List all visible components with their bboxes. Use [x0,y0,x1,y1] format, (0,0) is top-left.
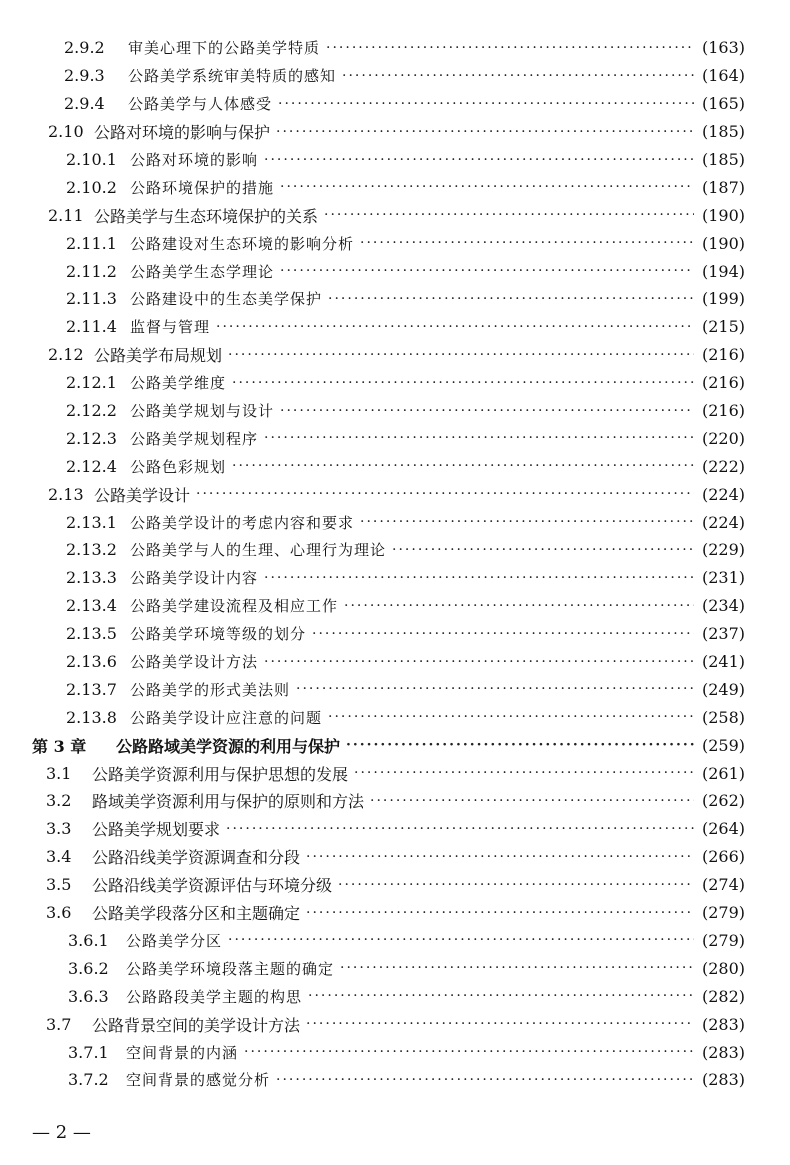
toc-entry-page: (261) [702,763,746,783]
dot-leader [276,124,694,140]
toc-entry-number: 2.10 [48,122,84,142]
toc-entry[interactable] [0,452,790,480]
toc-entry-title: 公路背景空间的美学设计方法 [92,1015,301,1035]
toc-entry[interactable] [0,313,790,341]
dot-leader [264,152,694,168]
dot-leader [312,626,694,642]
toc-entry[interactable] [0,1010,790,1038]
toc-entry-title: 公路美学设计内容 [130,569,259,588]
dot-leader [328,709,694,725]
toc-entry-page: (237) [702,624,746,644]
toc-entry-title: 审美心理下的公路美学特质 [128,39,321,58]
toc-entry-page: (279) [702,930,746,950]
dot-leader [216,319,694,335]
toc-entry[interactable] [0,564,790,592]
toc-entry[interactable] [0,34,790,62]
dot-leader [264,654,694,670]
toc-entry-number: 2.13 [48,484,84,504]
dot-leader [308,988,694,1004]
toc-entry-number: 2.11 [48,205,84,225]
toc-entry-page: (165) [702,94,746,114]
toc-entry[interactable] [0,759,790,787]
toc-entry-number: 2.13.7 [66,679,117,699]
toc-entry-title: 公路路域美学资源的利用与保护 [116,736,341,756]
toc-entry[interactable] [0,787,790,815]
toc-entry-title: 公路建设中的生态美学保护 [130,290,323,309]
dot-leader [306,905,694,921]
toc-entry-page: (234) [702,596,746,616]
toc-entry-number: 2.11.1 [66,233,117,253]
toc-entry-page: (222) [702,456,746,476]
toc-entry-number: 3.1 [46,763,72,783]
toc-entry-title: 公路美学建设流程及相应工作 [130,597,339,616]
toc-entry-number: 3.7.2 [68,1070,109,1090]
toc-entry-number: 3.6.1 [68,930,109,950]
dot-leader [196,486,694,502]
toc-entry-title: 公路环境保护的措施 [130,178,275,197]
toc-entry[interactable] [0,648,790,676]
toc-entry-number: 2.10.2 [66,177,117,197]
toc-entry-page: (283) [702,1042,746,1062]
toc-entry-number: 2.11.3 [66,289,117,309]
toc-entry-title: 公路美学资源利用与保护思想的发展 [92,764,349,784]
toc-entry-number: 2.12.2 [66,401,117,421]
toc-entry-number: 2.13.1 [66,512,117,532]
toc-entry-number: 3.5 [46,875,72,895]
toc-entry-title: 公路美学环境段落主题的确定 [126,959,335,978]
dot-leader [344,598,694,614]
toc-entry-page: (216) [702,373,746,393]
dot-leader [306,849,694,865]
toc-entry-page: (264) [702,819,746,839]
toc-entry-page: (163) [702,38,746,58]
toc-entry-page: (216) [702,345,746,365]
dot-leader [296,681,694,697]
toc-entry[interactable] [0,424,790,452]
toc-entry[interactable] [0,871,790,899]
dot-leader [306,1016,694,1032]
toc-entry-title: 公路美学与人体感受 [128,95,273,114]
toc-entry-number: 2.12.1 [66,373,117,393]
toc-entry-page: (194) [702,261,746,281]
toc-entry-page: (220) [702,428,746,448]
toc-entry[interactable] [0,341,790,369]
toc-entry-title: 公路对环境的影响与保护 [94,123,271,143]
toc-entry[interactable] [0,675,790,703]
toc-entry-number: 2.13.8 [66,707,117,727]
toc-entry-number: 3.6 [46,903,72,923]
dot-leader [280,179,694,195]
toc-entry[interactable] [0,536,790,564]
toc-entry-title: 公路美学环境等级的划分 [130,625,307,644]
toc-entry-title: 公路美学的形式美法则 [130,680,291,699]
table-of-contents [0,34,790,1094]
toc-entry[interactable] [0,146,790,174]
toc-entry-page: (283) [702,1014,746,1034]
toc-entry-number: 第 3 章 [32,736,87,756]
dot-leader [328,291,694,307]
toc-entry-number: 2.12.4 [66,456,117,476]
toc-entry-page: (262) [702,791,746,811]
dot-leader [232,375,694,391]
dot-leader [338,877,694,893]
dot-leader [276,1072,694,1088]
toc-entry[interactable] [0,815,790,843]
toc-entry-title: 公路美学规划要求 [92,820,221,840]
dot-leader [264,570,694,586]
toc-entry-title: 监督与管理 [130,318,211,337]
toc-entry-title: 公路美学生态学理论 [130,262,275,281]
toc-entry-page: (224) [702,512,746,532]
dot-leader [280,403,694,419]
toc-entry-page: (190) [702,205,746,225]
toc-entry-number: 2.12.3 [66,428,117,448]
toc-entry-number: 2.10.1 [66,150,117,169]
dot-leader [326,40,694,56]
toc-entry[interactable] [0,173,790,201]
toc-entry[interactable] [0,982,790,1010]
dot-leader [264,430,694,446]
toc-entry-page: (229) [702,540,746,560]
toc-entry-title: 公路美学段落分区和主题确定 [92,904,301,924]
toc-chapter-entry[interactable] [0,731,790,759]
toc-entry-page: (185) [702,122,746,142]
toc-entry[interactable] [0,508,790,536]
toc-entry-number: 2.13.3 [66,568,117,588]
toc-entry[interactable] [0,1038,790,1066]
toc-entry-page: (190) [702,233,746,253]
toc-entry-number: 3.6.3 [68,986,109,1006]
toc-entry[interactable] [0,843,790,871]
toc-entry-title: 公路美学系统审美特质的感知 [128,67,337,86]
toc-entry-page: (258) [702,707,746,727]
toc-entry[interactable] [0,285,790,313]
toc-entry-page: (199) [702,289,746,309]
toc-entry-title: 公路美学规划与设计 [130,402,275,421]
page-number: — 2 — [32,1122,91,1143]
toc-entry-page: (224) [702,484,746,504]
toc-entry[interactable] [0,954,790,982]
dot-leader [360,235,694,251]
dot-leader [360,514,694,530]
toc-entry-title: 路域美学资源利用与保护的原则和方法 [92,792,365,812]
toc-entry-page: (282) [702,986,746,1006]
toc-entry-number: 3.2 [46,791,72,811]
toc-entry[interactable] [0,229,790,257]
toc-entry[interactable] [0,1066,790,1094]
toc-entry-page: (280) [702,958,746,978]
toc-entry[interactable] [0,899,790,927]
toc-entry-number: 2.13.2 [66,540,117,560]
dot-leader [340,960,694,976]
toc-entry-number: 2.13.4 [66,596,117,616]
toc-entry[interactable] [0,201,790,229]
toc-entry[interactable] [0,620,790,648]
dot-leader [278,96,694,112]
toc-entry-title: 公路美学设计应注意的问题 [130,708,323,727]
toc-entry-title: 公路美学设计 [94,485,191,505]
toc-entry-number: 2.9.4 [64,94,105,114]
toc-entry-title: 公路路段美学主题的构思 [126,987,303,1006]
toc-entry-title: 公路建设对生态环境的影响分析 [130,234,355,253]
toc-entry-title: 公路美学与生态环境保护的关系 [94,206,319,226]
toc-entry-title: 公路美学设计的考虑内容和要求 [130,513,355,532]
dot-leader [370,793,694,809]
dot-leader [244,1044,694,1060]
toc-entry-page: (185) [702,150,746,169]
toc-entry-title: 空间背景的感觉分析 [126,1071,271,1090]
toc-entry-number: 2.12 [48,345,84,365]
toc-entry-title: 公路美学分区 [126,931,223,950]
toc-entry-title: 公路沿线美学资源评估与环境分级 [92,876,333,896]
dot-leader [354,765,694,781]
toc-entry-number: 3.6.2 [68,958,109,978]
toc-entry[interactable] [0,118,790,146]
toc-entry-page: (274) [702,875,746,895]
toc-entry-page: (216) [702,401,746,421]
toc-entry-title: 空间背景的内涵 [126,1043,239,1062]
toc-entry[interactable] [0,62,790,90]
toc-entry-page: (231) [702,568,746,588]
toc-entry-number: 2.13.5 [66,624,117,644]
dot-leader [226,821,694,837]
toc-entry-title: 公路色彩规划 [130,457,227,476]
toc-entry-number: 3.3 [46,819,72,839]
dot-leader [232,458,694,474]
toc-entry-title: 公路美学与人的生理、心理行为理论 [130,541,387,560]
toc-entry[interactable] [0,480,790,508]
toc-entry-page: (187) [702,177,746,197]
toc-entry-title: 公路美学布局规划 [94,346,223,366]
toc-entry-number: 2.11.2 [66,261,117,281]
dot-leader [280,263,694,279]
toc-entry-title: 公路美学设计方法 [130,653,259,672]
dot-leader [324,207,694,223]
toc-entry[interactable] [0,703,790,731]
toc-entry-page: (279) [702,903,746,923]
toc-entry-title: 公路对环境的影响 [130,151,259,169]
toc-entry-title: 公路沿线美学资源调查和分段 [92,848,301,868]
toc-entry[interactable] [0,397,790,425]
toc-entry-page: (249) [702,679,746,699]
toc-entry-number: 2.11.4 [66,317,117,337]
toc-entry-number: 3.7 [46,1014,72,1034]
dot-leader [392,542,694,558]
toc-entry-number: 3.4 [46,847,72,867]
dot-leader [228,347,694,363]
toc-entry-title: 公路美学维度 [130,374,227,393]
dot-leader [228,932,694,948]
toc-entry[interactable] [0,592,790,620]
toc-entry[interactable] [0,369,790,397]
toc-entry[interactable] [0,257,790,285]
toc-entry-page: (241) [702,652,746,672]
toc-entry-page: (259) [702,735,746,755]
toc-entry-page: (164) [702,66,746,86]
dot-leader [342,68,694,84]
toc-entry-page: (215) [702,317,746,337]
dot-leader [346,737,694,753]
toc-entry[interactable] [0,927,790,955]
toc-entry-page: (283) [702,1070,746,1090]
toc-entry-number: 3.7.1 [68,1042,109,1062]
toc-entry-page: (266) [702,847,746,867]
toc-entry[interactable] [0,90,790,118]
toc-entry-title: 公路美学规划程序 [130,429,259,448]
toc-entry-number: 2.9.3 [64,66,105,86]
toc-entry-number: 2.13.6 [66,652,117,672]
toc-entry-number: 2.9.2 [64,38,105,58]
